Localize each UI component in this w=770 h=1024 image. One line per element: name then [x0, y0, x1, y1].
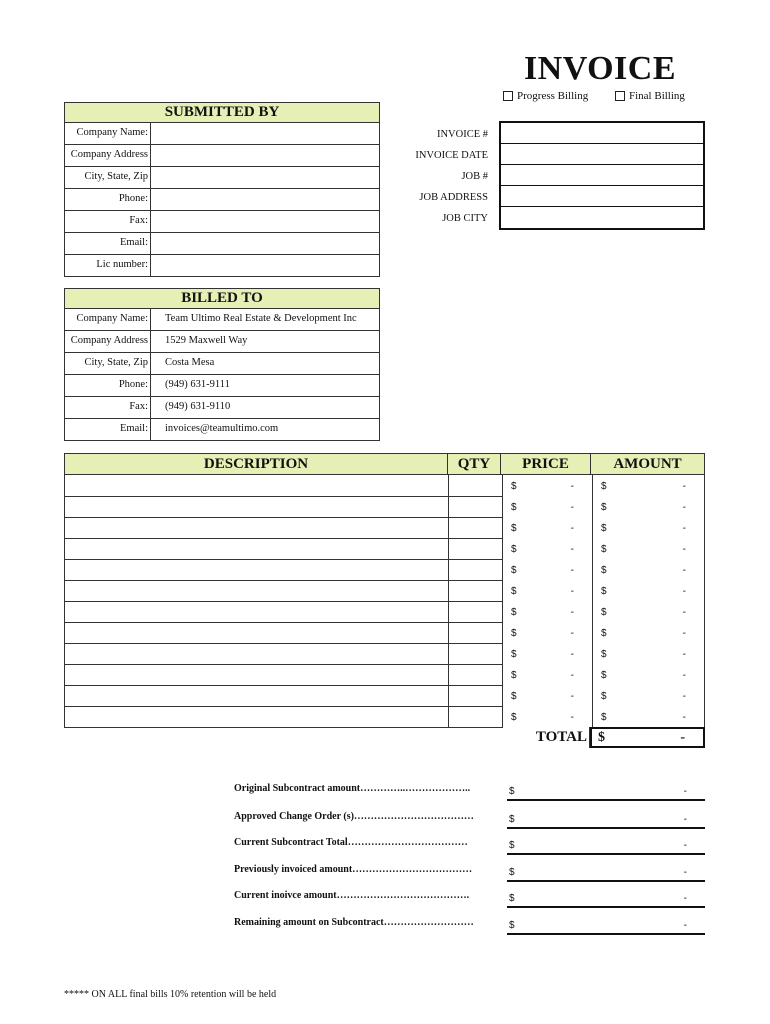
price-value: -: [570, 523, 574, 534]
phone-field[interactable]: [151, 189, 379, 210]
summary-value-field[interactable]: [507, 891, 705, 908]
currency-symbol: $: [509, 893, 515, 904]
currency-symbol: $: [601, 649, 607, 660]
currency-symbol: $: [601, 481, 607, 492]
field-label: Fax:: [65, 397, 151, 418]
summary-value-field[interactable]: [507, 784, 705, 801]
qty-cell[interactable]: [449, 475, 503, 497]
table-row: [65, 353, 379, 375]
billed-city-state-zip[interactable]: Costa Mesa: [165, 357, 215, 368]
table-row: [65, 419, 379, 440]
table-row: [65, 255, 379, 276]
license-number-field[interactable]: [151, 255, 379, 276]
field-label: Company Address: [65, 145, 151, 166]
amount-cell: [593, 517, 705, 538]
table-row: [65, 375, 379, 397]
field-label: Fax:: [65, 211, 151, 232]
summary-value: -: [683, 786, 687, 797]
amount-value: -: [682, 670, 686, 681]
amount-value: -: [682, 649, 686, 660]
final-billing-label: Final Billing: [629, 90, 685, 102]
summary-value: -: [683, 893, 687, 904]
total-row: [64, 727, 705, 748]
summary-value-field[interactable]: [507, 812, 705, 829]
qty-cell[interactable]: [449, 664, 503, 686]
fax-field[interactable]: [151, 211, 379, 232]
amount-cell: [593, 601, 705, 622]
summary-label: Current Subcontract Total………………………………: [234, 837, 468, 848]
progress-billing-option[interactable]: [503, 90, 588, 102]
amount-cell: [593, 538, 705, 559]
description-cell[interactable]: [64, 475, 449, 497]
progress-billing-checkbox[interactable]: [503, 91, 513, 101]
amount-value: -: [682, 565, 686, 576]
currency-symbol: $: [509, 867, 515, 878]
description-cell[interactable]: [64, 664, 449, 686]
final-billing-checkbox[interactable]: [615, 91, 625, 101]
retention-footnote: ***** ON ALL final bills 10% retention will be held: [64, 989, 277, 1000]
qty-cell[interactable]: [449, 601, 503, 623]
amount-cell: [593, 706, 705, 727]
amount-value: -: [682, 544, 686, 555]
company-address-field[interactable]: [151, 145, 379, 166]
summary-label: Previously invoiced amount………………………………: [234, 864, 473, 875]
price-cell[interactable]: [503, 517, 593, 538]
amount-cell: [593, 685, 705, 706]
total-currency: $: [598, 729, 605, 745]
currency-symbol: $: [509, 814, 515, 825]
currency-symbol: $: [511, 523, 517, 534]
qty-cell[interactable]: [449, 685, 503, 707]
table-row: [64, 643, 705, 664]
table-row: [65, 331, 379, 353]
table-row: [64, 496, 705, 517]
field-label: Company Name:: [65, 309, 151, 330]
billed-to-table: [64, 309, 380, 441]
price-value: -: [570, 691, 574, 702]
currency-symbol: $: [511, 670, 517, 681]
table-row: [65, 211, 379, 233]
summary-value-field[interactable]: [507, 918, 705, 935]
price-cell[interactable]: [503, 559, 593, 580]
currency-symbol: $: [601, 523, 607, 534]
summary-value-field[interactable]: [507, 865, 705, 882]
amount-cell: [593, 496, 705, 517]
amount-value: -: [682, 586, 686, 597]
price-value: -: [570, 670, 574, 681]
amount-cell: [593, 643, 705, 664]
amount-cell: [593, 622, 705, 643]
table-row: [64, 580, 705, 601]
billed-to-title: BILLED TO: [64, 288, 380, 309]
table-row: [65, 167, 379, 189]
billed-email[interactable]: invoices@teamultimo.com: [165, 423, 279, 434]
currency-symbol: $: [601, 502, 607, 513]
currency-symbol: $: [601, 670, 607, 681]
description-cell[interactable]: [64, 643, 449, 665]
price-value: -: [570, 544, 574, 555]
field-label: Phone:: [65, 375, 151, 396]
description-cell[interactable]: [64, 538, 449, 560]
submitted-by-section: [64, 102, 380, 277]
amount-value: -: [682, 691, 686, 702]
summary-value: -: [683, 867, 687, 878]
final-billing-option[interactable]: [615, 90, 685, 102]
summary-label: Approved Change Order (s)………………………………: [234, 811, 474, 822]
table-row: [64, 706, 705, 727]
description-cell[interactable]: [64, 685, 449, 707]
price-value: -: [570, 607, 574, 618]
table-row: [64, 517, 705, 538]
currency-symbol: $: [601, 565, 607, 576]
summary-label: Remaining amount on Subcontract………………………: [234, 917, 474, 928]
currency-symbol: $: [511, 544, 517, 555]
billed-company-address[interactable]: 1529 Maxwell Way: [165, 335, 248, 346]
currency-symbol: $: [601, 544, 607, 555]
currency-symbol: $: [511, 712, 517, 723]
qty-cell[interactable]: [449, 496, 503, 518]
company-name-field[interactable]: [151, 123, 379, 144]
currency-symbol: $: [509, 786, 515, 797]
currency-symbol: $: [511, 502, 517, 513]
invoice-title: INVOICE: [523, 50, 677, 87]
price-value: -: [570, 481, 574, 492]
amount-value: -: [682, 502, 686, 513]
currency-symbol: $: [511, 586, 517, 597]
submitted-by-title: SUBMITTED BY: [64, 102, 380, 123]
description-cell[interactable]: [64, 496, 449, 518]
price-cell[interactable]: [503, 622, 593, 643]
qty-header: QTY: [448, 454, 501, 474]
price-value: -: [570, 502, 574, 513]
amount-cell: [593, 475, 705, 496]
currency-symbol: $: [601, 607, 607, 618]
price-value: -: [570, 628, 574, 639]
amount-value: -: [682, 607, 686, 618]
table-row: [64, 622, 705, 643]
amount-cell: [593, 664, 705, 685]
line-items-body: [64, 475, 705, 727]
price-cell[interactable]: [503, 601, 593, 622]
progress-billing-label: Progress Billing: [517, 90, 589, 102]
description-cell[interactable]: [64, 622, 449, 644]
price-cell[interactable]: [503, 475, 593, 496]
summary-label: Original Subcontract amount…………..………………..: [234, 783, 471, 794]
qty-cell[interactable]: [449, 643, 503, 665]
amount-value: -: [682, 481, 686, 492]
description-cell[interactable]: [64, 517, 449, 539]
price-cell[interactable]: [503, 538, 593, 559]
invoice-meta-box: [499, 121, 705, 230]
job-number-field[interactable]: [501, 165, 703, 186]
price-cell[interactable]: [503, 685, 593, 706]
price-cell[interactable]: [503, 664, 593, 685]
email-field[interactable]: [151, 233, 379, 254]
invoice-number-field[interactable]: [501, 123, 703, 144]
qty-cell[interactable]: [449, 706, 503, 728]
table-row: [64, 664, 705, 685]
billed-to-section: [64, 288, 380, 441]
total-label: TOTAL: [64, 727, 590, 748]
description-header: DESCRIPTION: [65, 454, 448, 474]
summary-value: -: [683, 814, 687, 825]
currency-symbol: $: [511, 628, 517, 639]
job-number-label: JOB #: [461, 171, 488, 182]
invoice-date-label: INVOICE DATE: [415, 150, 488, 161]
price-cell[interactable]: [503, 496, 593, 517]
billed-phone[interactable]: (949) 631-9111: [165, 379, 230, 390]
summary-value: -: [683, 920, 687, 931]
qty-cell[interactable]: [449, 580, 503, 602]
table-row: [65, 309, 379, 331]
table-row: [64, 601, 705, 622]
table-row: [65, 397, 379, 419]
qty-cell[interactable]: [449, 538, 503, 560]
field-label: Email:: [65, 233, 151, 254]
submitted-by-table: [64, 123, 380, 277]
currency-symbol: $: [509, 920, 515, 931]
currency-symbol: $: [509, 840, 515, 851]
currency-symbol: $: [511, 691, 517, 702]
summary-value: -: [683, 840, 687, 851]
field-label: City, State, Zip: [65, 167, 151, 188]
field-label: Company Name:: [65, 123, 151, 144]
total-value: -: [680, 729, 685, 745]
line-items-header: [64, 453, 705, 475]
currency-symbol: $: [511, 649, 517, 660]
table-row: [65, 123, 379, 145]
description-cell[interactable]: [64, 580, 449, 602]
field-label: Company Address: [65, 331, 151, 352]
qty-cell[interactable]: [449, 622, 503, 644]
currency-symbol: $: [511, 565, 517, 576]
table-row: [64, 559, 705, 580]
table-row: [65, 145, 379, 167]
field-label: Phone:: [65, 189, 151, 210]
amount-cell: [593, 580, 705, 601]
amount-value: -: [682, 523, 686, 534]
price-value: -: [570, 565, 574, 576]
qty-cell[interactable]: [449, 559, 503, 581]
currency-symbol: $: [601, 586, 607, 597]
amount-value: -: [682, 712, 686, 723]
price-value: -: [570, 712, 574, 723]
table-row: [65, 233, 379, 255]
job-city-field[interactable]: [501, 207, 703, 228]
currency-symbol: $: [511, 607, 517, 618]
price-value: -: [570, 586, 574, 597]
currency-symbol: $: [601, 691, 607, 702]
total-value-box: [590, 727, 705, 748]
table-row: [65, 189, 379, 211]
amount-header: AMOUNT: [613, 456, 682, 472]
price-header: PRICE: [501, 454, 591, 474]
table-row: [64, 475, 705, 496]
currency-symbol: $: [601, 712, 607, 723]
amount-cell: [593, 559, 705, 580]
currency-symbol: $: [601, 628, 607, 639]
job-address-label: JOB ADDRESS: [419, 192, 488, 203]
table-row: [64, 685, 705, 706]
field-label: Lic number:: [65, 255, 151, 276]
billed-company-name[interactable]: Team Ultimo Real Estate & Development Inc: [165, 313, 357, 324]
job-address-field[interactable]: [501, 186, 703, 207]
description-cell[interactable]: [64, 706, 449, 728]
field-label: Email:: [65, 419, 151, 440]
table-row: [64, 538, 705, 559]
price-cell[interactable]: [503, 580, 593, 601]
line-items-table: [64, 453, 705, 748]
summary-label: Current inoivce amount………………………………….: [234, 890, 470, 901]
price-cell[interactable]: [503, 706, 593, 727]
summary-value-field[interactable]: [507, 838, 705, 855]
billed-fax[interactable]: (949) 631-9110: [165, 401, 231, 412]
city-state-zip-field[interactable]: [151, 167, 379, 188]
amount-value: -: [682, 628, 686, 639]
currency-symbol: $: [511, 481, 517, 492]
description-cell[interactable]: [64, 559, 449, 581]
invoice-number-label: INVOICE #: [436, 129, 488, 140]
invoice-date-field[interactable]: [501, 144, 703, 165]
job-city-label: JOB CITY: [442, 213, 488, 224]
field-label: City, State, Zip: [65, 353, 151, 374]
description-cell[interactable]: [64, 601, 449, 623]
price-cell[interactable]: [503, 643, 593, 664]
qty-cell[interactable]: [449, 517, 503, 539]
price-value: -: [570, 649, 574, 660]
